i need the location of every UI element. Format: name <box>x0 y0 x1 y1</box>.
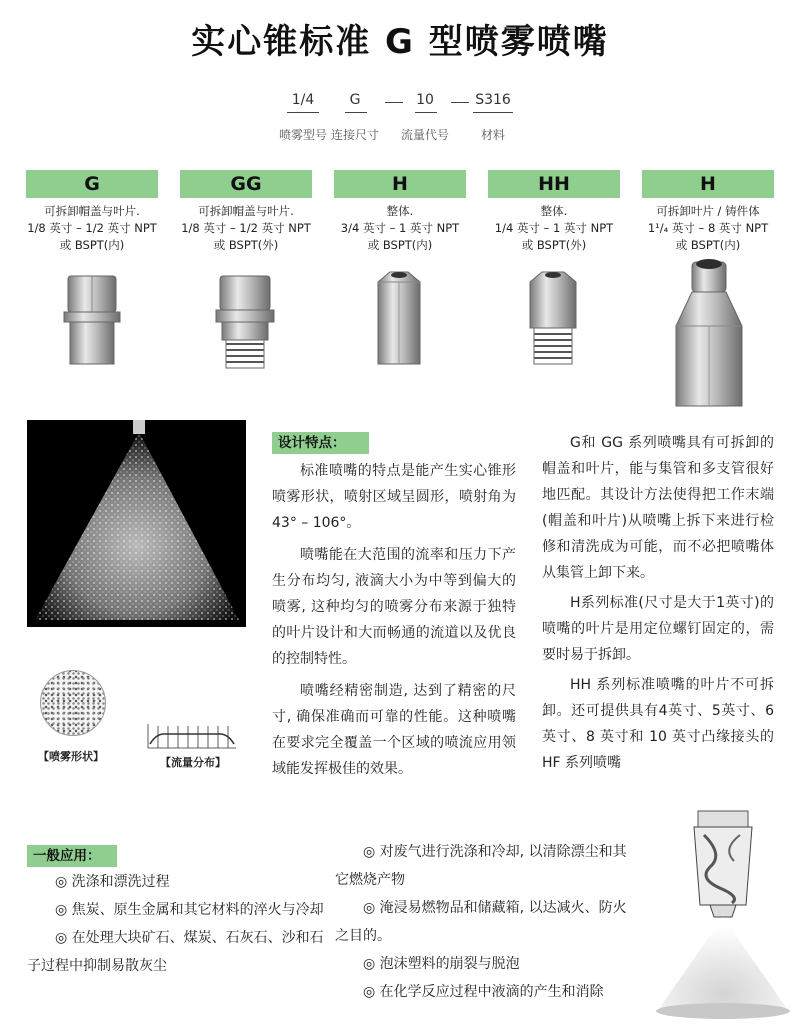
application-item: ◎ 在处理大块矿石、煤炭、石灰石、沙和石子过程中抑制易散灰尘 <box>27 930 324 974</box>
design-header: 设计特点： <box>272 432 369 454</box>
design-paragraph: 喷嘴能在大范围的流率和压力下产生分布均匀, 液滴大小为中等到偏大的喷雾, 这种均匀的喷雾分布来源于独特的叶片设计和大而畅通的流道以及优良的控制特性。 <box>272 547 516 667</box>
design-paragraph: G和 GG 系列喷嘴具有可拆卸的帽盖和叶片，能与集管和多支管很好地匹配。其设计方法使得把工作末端(帽盖和叶片)从喷嘴上拆下来进行检修和清洗成为可能，而不必把喷嘴体从集管上卸下来。 <box>542 435 774 581</box>
type-gg: GG 可拆卸帽盖与叶片. 1/8 英寸 – 1/2 英寸 NPT 或 BSPT(外) <box>180 170 312 254</box>
type-name: G <box>26 170 158 198</box>
application-item: ◎ 对废气进行洗涤和冷却, 以清除漂尘和其它燃烧产物 <box>335 844 627 888</box>
applications-col2 <box>335 838 640 1006</box>
design-text-col1 <box>272 458 516 782</box>
type-h: H 整体. 3/4 英寸 – 1 英寸 NPT 或 BSPT(内) <box>334 170 466 254</box>
application-item: ◎ 焦炭、原生金属和其它材料的淬火与冷却 <box>55 902 324 918</box>
application-item: ◎ 在化学反应过程中液滴的产生和消除 <box>363 984 604 1000</box>
code-size-label: 喷雾型号 <box>278 128 327 142</box>
nozzle-h-image <box>366 268 432 368</box>
application-item: ◎ 洗涤和漂洗过程 <box>55 874 170 890</box>
design-paragraph: 标准喷嘴的特点是能产生实心锥形喷雾形状，喷射区域呈圆形，喷射角为 43° – 106°。 <box>272 463 516 531</box>
nozzle-g-image <box>60 272 124 368</box>
code-connection-label: 连接尺寸 <box>330 128 379 142</box>
code-separator <box>451 102 469 103</box>
spray-photo <box>27 420 246 627</box>
design-paragraph: H系列标准(尺寸是大于1英寸)的喷嘴的叶片是用定位螺钉固定的，需要时易于拆卸。 <box>542 595 774 663</box>
model-code <box>275 92 525 144</box>
flow-distribution-caption: 【流量分布】 <box>160 756 226 769</box>
code-flow-value: 10 <box>416 92 434 108</box>
spray-shape-caption: 【喷雾形状】 <box>38 750 104 763</box>
code-connection-value: G <box>349 92 361 108</box>
type-name: H <box>334 170 466 198</box>
type-h-large: H 可拆卸叶片 / 铸件体 1¹/₄ 英寸 – 8 英寸 NPT 或 BSPT(内) <box>642 170 774 254</box>
nozzle-h-large-image <box>664 256 754 416</box>
design-text-col2 <box>542 430 774 776</box>
applications-col1 <box>27 868 327 980</box>
code-flow-label: 流量代号 <box>400 128 449 142</box>
cutaway-nozzle-image <box>648 805 798 1020</box>
code-separator <box>385 102 403 103</box>
code-size-value: 1/4 <box>291 92 315 108</box>
flow-distribution-diagram <box>146 722 238 750</box>
page-title: 实心锥标准 G 型喷雾喷嘴 <box>191 22 609 62</box>
nozzle-gg-image <box>212 272 278 372</box>
type-g: G 可拆卸帽盖与叶片. 1/8 英寸 – 1/2 英寸 NPT 或 BSPT(内) <box>26 170 158 254</box>
application-item: ◎ 淹浸易燃物品和储藏箱, 以达减火、防火之目的。 <box>335 900 627 944</box>
design-paragraph: HH 系列标准喷嘴的叶片不可拆卸。还可提供具有4英寸、5英寸、6英寸、8 英寸和 10 英寸凸缘接头的 HF 系列喷嘴 <box>542 677 774 771</box>
nozzle-hh-image <box>520 268 586 368</box>
design-paragraph: 喷嘴经精密制造, 达到了精密的尺寸, 确保准确而可靠的性能。这种喷嘴在要求完全覆盖一个区域的喷流应用领域能发挥极佳的效果。 <box>272 683 516 777</box>
code-material-label: 材料 <box>480 128 505 142</box>
code-material-value: S316 <box>475 92 511 108</box>
application-item: ◎ 泡沫塑料的崩裂与脱泡 <box>363 956 520 972</box>
spray-shape-diagram <box>40 670 106 736</box>
type-name: GG <box>180 170 312 198</box>
type-hh: HH 整体. 1/4 英寸 – 1 英寸 NPT 或 BSPT(外) <box>488 170 620 254</box>
type-name: H <box>642 170 774 198</box>
applications-header: 一般应用： <box>27 845 117 867</box>
type-name: HH <box>488 170 620 198</box>
